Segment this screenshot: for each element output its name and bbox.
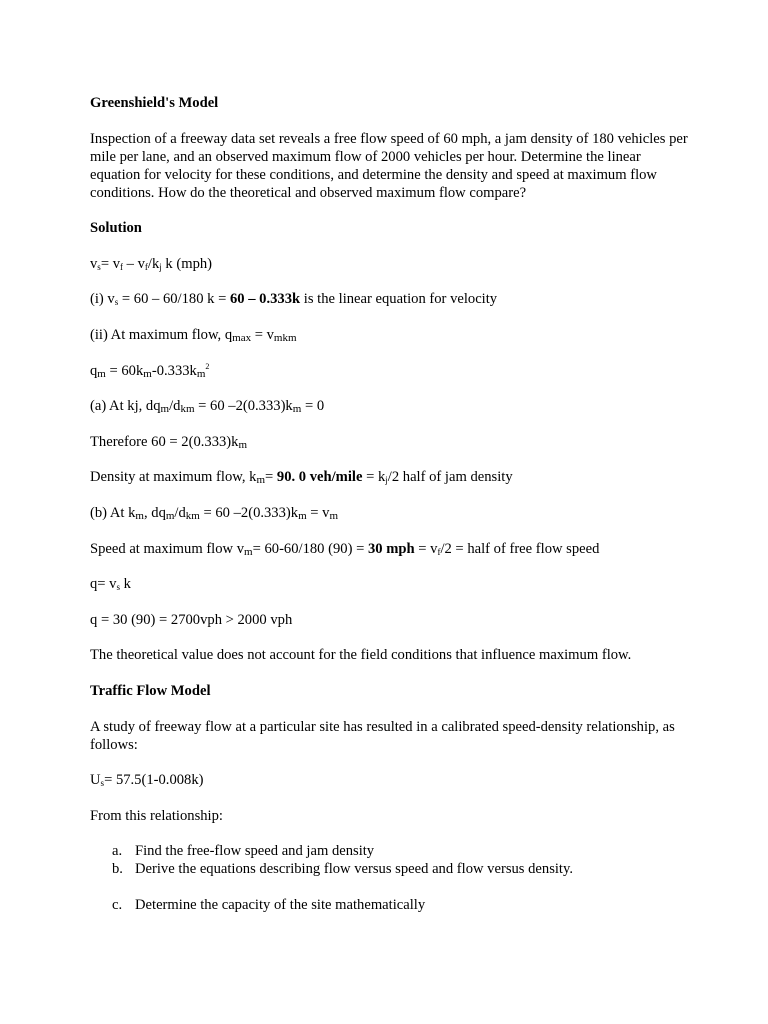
list-item: [90, 842, 690, 860]
list-text: Derive the equations describing flow versus speed and flow versus density.: [135, 861, 573, 878]
section-heading-greenshields: Greenshield's Model: [90, 95, 219, 111]
density-at-max-flow: Density at maximum flow, $k_m= 90$. 0 veh/mile = $k_j/2$ half of jam density: [90, 469, 513, 487]
list-marker: b.: [112, 861, 123, 878]
equation-qm: $q_m = 60k_m-0.333k_m^2$: [90, 361, 210, 380]
equation-therefore: Therefore $60 = 2(0.333)k_m$: [90, 433, 248, 451]
equation-q-flow: $q= v_s$ k: [90, 576, 131, 593]
equation-ii-max-flow: (ii) At maximum flow, $q_{max} = v_{mkm}$: [90, 326, 297, 344]
theoretical-note: The theoretical value does not account for the field conditions that influence maximum flow.: [90, 647, 632, 664]
task-list: [90, 842, 690, 914]
equation-i-linear-velocity: (i) $v_s = 60 - 60/180$ k = 60 – 0.333k is the linear equation for velocity: [90, 291, 498, 308]
equation-vs-general: $v_s= v_f - v_f/k_j$ k (mph): [90, 255, 213, 272]
problem-statement: Inspection of a freeway data set reveals a free flow speed of 60 mph, a jam density of 180 vehicles per mile per lane, and an observed maximum flow of 2000 vehicles per hour. Determine the linear equation for velocity for these conditions, and determine the density and speed at maximum flow conditions. How do the theoretical and observed maximum flow compare?: [90, 130, 688, 201]
list-marker: a.: [112, 843, 123, 860]
solution-heading: Solution: [90, 220, 142, 237]
equation-q-result: q = 30 (90) = 2700vph > 2000 vph: [90, 611, 293, 628]
study-statement: A study of freeway flow at a particular site has resulted in a calibrated speed-density relationship, as follows:: [90, 718, 675, 753]
from-relationship: From this relationship:: [90, 807, 223, 824]
list-marker: c.: [112, 896, 123, 913]
speed-at-max-flow: Speed at maximum flow $v_m= 60-60/180$ (90) = 30 mph = $v_f/2$ = half of free flow speed: [90, 540, 600, 558]
section-heading-traffic-flow: Traffic Flow Model: [90, 682, 211, 699]
list-item: [90, 896, 690, 914]
list-text: Find the free-flow speed and jam density: [135, 843, 375, 860]
list-text: Determine the capacity of the site mathematically: [135, 896, 426, 913]
document-body: [90, 94, 690, 914]
equation-b-derivative: (b) At $k_m$, $dq_m/d_{km} = 60$ $-2(0.333)k_m = v_m$: [90, 504, 339, 522]
equation-a-derivative: (a) At kj, $dq_m/d_{km} = 60$ $-2(0.333)k_m = 0$: [90, 398, 325, 416]
list-item: [90, 860, 690, 878]
equation-us: $U_s= 57.5(1-0.008k)$: [90, 772, 204, 789]
